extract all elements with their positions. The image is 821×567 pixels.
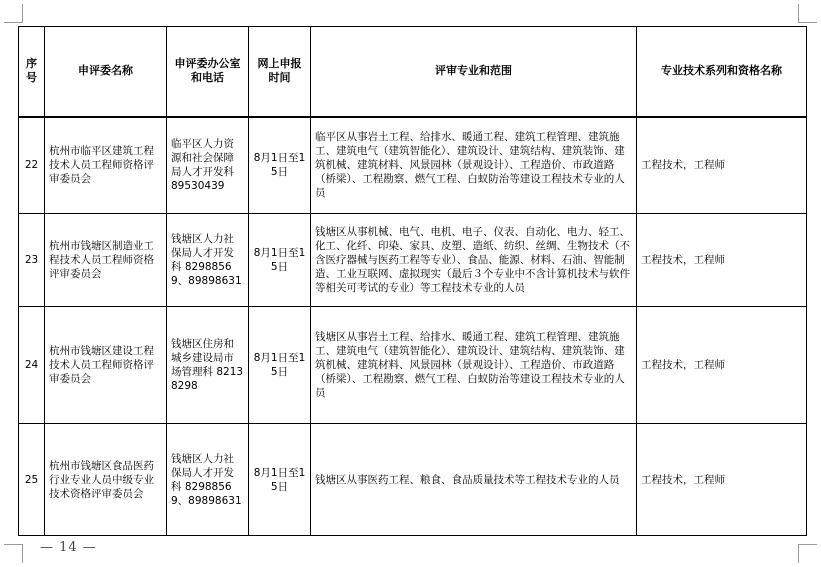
page-number: — 14 —: [40, 540, 97, 555]
header-scope: 评审专业和范围: [311, 27, 637, 117]
row-committee-name: 杭州市钱塘区制造业工程技术人员工程师资格评审委员会: [45, 214, 167, 307]
crop-mark-bottom-left: [4, 544, 23, 563]
evaluation-committee-table: [18, 26, 807, 536]
row-office-phone: 钱塘区人力社保局人才开发科 82988569、89898631: [167, 214, 249, 307]
header-office-phone: 申评委办公室和电话: [167, 27, 249, 117]
row-scope: 钱塘区从事医药工程、粮食、食品质量技术等工程技术专业的人员: [311, 424, 637, 536]
row-application-time: 8月1日至15日: [249, 424, 311, 536]
row-application-time: 8月1日至15日: [249, 214, 311, 307]
table-row: [19, 117, 807, 214]
row-series: 工程技术，工程师: [637, 214, 807, 307]
table-row: [19, 424, 807, 536]
row-no: 25: [19, 424, 45, 536]
table-row: [19, 307, 807, 424]
row-series: 工程技术，工程师: [637, 424, 807, 536]
row-application-time: 8月1日至15日: [249, 307, 311, 424]
header-series: 专业技术系列和资格名称: [637, 27, 807, 117]
crop-mark-top-right: [798, 4, 817, 23]
row-no: 22: [19, 117, 45, 214]
row-no: 24: [19, 307, 45, 424]
header-committee-name: 申评委名称: [45, 27, 167, 117]
crop-mark-top-left: [4, 4, 23, 23]
row-office-phone: 钱塘区人力社保局人才开发科 82988569、89898631: [167, 424, 249, 536]
row-scope: 钱塘区从事机械、电气、电机、电子、仪表、自动化、电力、轻工、化工、化纤、印染、家具、皮塑、造纸、纺织、丝绸、生物技术（不含医疗器械与医药工程等专业）、食品、能源、材料、石油、智能制造、工业互联网、虚拟现实（最后３个专业中不含计算机技术与软件等相关可考试的专业）等工程技术专业的人员: [311, 214, 637, 307]
table-header-row: [19, 27, 807, 117]
crop-mark-bottom-right: [798, 544, 817, 563]
row-office-phone: 临平区人力资源和社会保障局人才开发科 89530439: [167, 117, 249, 214]
header-application-time: 网上申报时间: [249, 27, 311, 117]
row-application-time: 8月1日至15日: [249, 117, 311, 214]
row-series: 工程技术，工程师: [637, 307, 807, 424]
row-scope: 钱塘区从事岩土工程、给排水、暖通工程、建筑工程管理、建筑施工、建筑电气（建筑智能化）、建筑设计、建筑结构、建筑装饰、建筑机械、建筑材料、风景园林（景观设计）、工程造价、市政道路（桥梁）、工程勘察、燃气工程、白蚁防治等建设工程技术专业的人员: [311, 307, 637, 424]
row-committee-name: 杭州市临平区建筑工程技术人员工程师资格评审委员会: [45, 117, 167, 214]
header-no: 序号: [19, 27, 45, 117]
row-committee-name: 杭州市钱塘区食品医药行业专业人员中级专业技术资格评审委员会: [45, 424, 167, 536]
row-scope: 临平区从事岩土工程、给排水、暖通工程、建筑工程管理、建筑施工、建筑电气（建筑智能化）、建筑设计、建筑结构、建筑装饰、建筑机械、建筑材料、风景园林（景观设计）、工程造价、市政道路（桥梁）、工程勘察、燃气工程、白蚁防治等建设工程技术专业的人员: [311, 117, 637, 214]
row-office-phone: 钱塘区住房和城乡建设局市场管理科 82138298: [167, 307, 249, 424]
row-no: 23: [19, 214, 45, 307]
row-committee-name: 杭州市钱塘区建设工程技术人员工程师资格评审委员会: [45, 307, 167, 424]
row-series: 工程技术，工程师: [637, 117, 807, 214]
table-row: [19, 214, 807, 307]
